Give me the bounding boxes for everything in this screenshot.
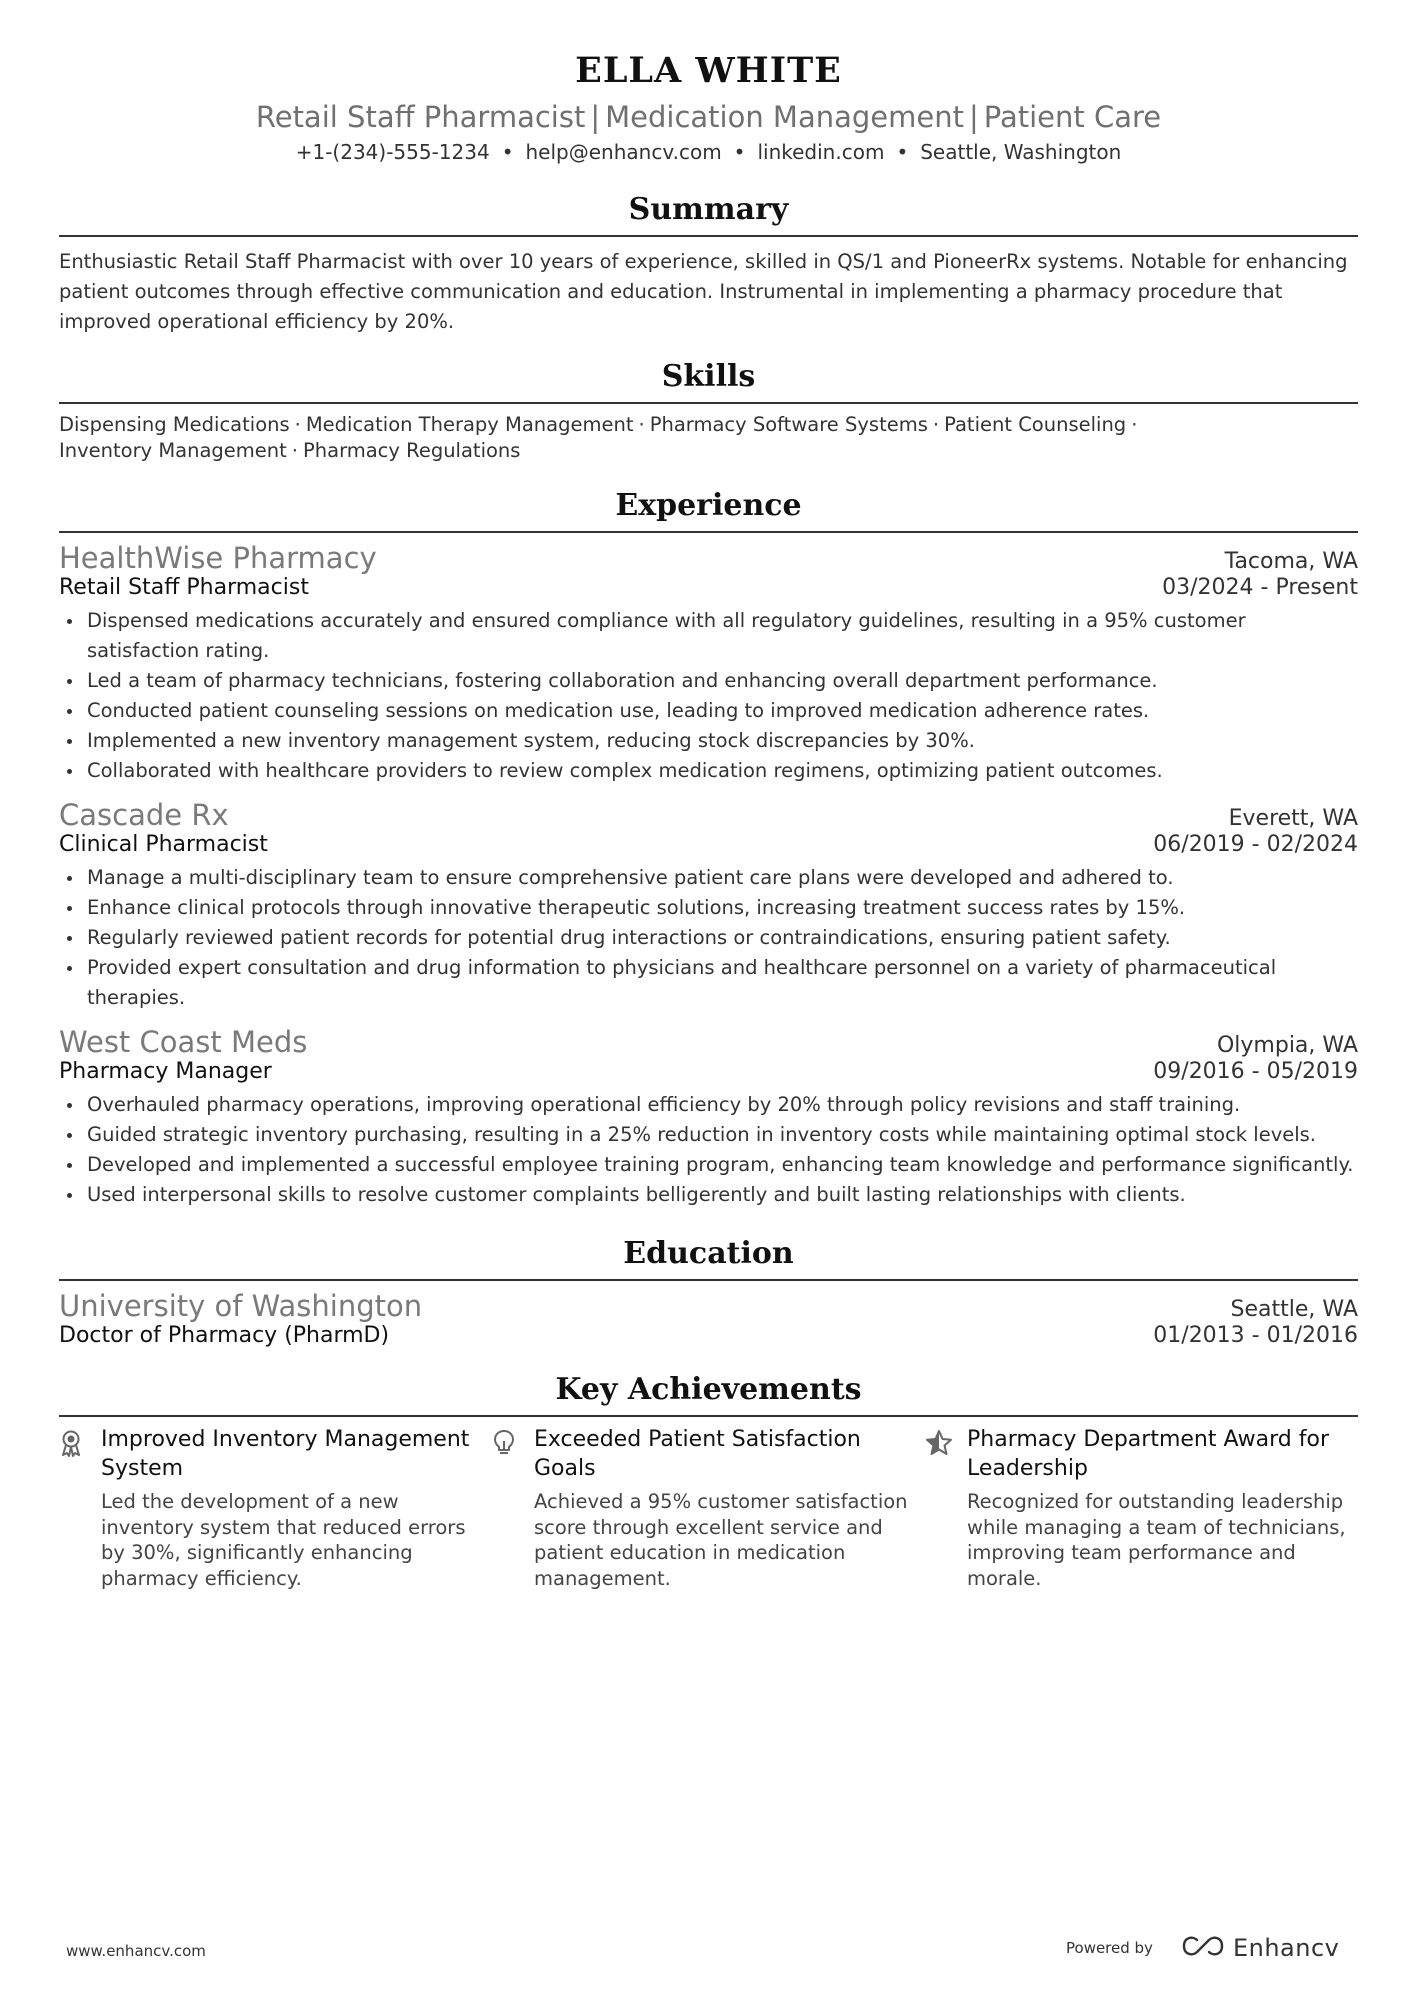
powered-by-label: Powered by [1066, 1939, 1153, 1957]
skill-item: Pharmacy Regulations [303, 439, 521, 462]
experience-section [59, 488, 1358, 1210]
education-dates: 01/2013 - 01/2016 [1153, 1323, 1358, 1348]
skill-separator: · [294, 413, 301, 436]
bullet-item: Guided strategic inventory purchasing, resulting in a 25% reduction in inventory costs while maintaining optimal stock levels. [87, 1120, 1358, 1150]
tagline-separator: | [968, 100, 979, 134]
contact-dot: • [501, 140, 514, 164]
achievement-item [59, 1425, 492, 1591]
achievement-title: Improved Inventory Management System [101, 1427, 470, 1481]
tagline-item: Patient Care [983, 100, 1162, 134]
skill-item: Inventory Management [59, 439, 287, 462]
section-title: Summary [59, 192, 1358, 237]
skill-item: Patient Counseling [944, 413, 1127, 436]
achievement-title: Pharmacy Department Award for Leadership [967, 1427, 1329, 1481]
tagline-item: Medication Management [605, 100, 964, 134]
job-entry [59, 541, 1358, 786]
bullet-item: Led a team of pharmacy technicians, fostering collaboration and enhancing overall department performance. [87, 666, 1358, 696]
star-icon [925, 1425, 967, 1591]
job-bullets [59, 606, 1358, 786]
bullet-item: Provided expert consultation and drug information to physicians and healthcare personnel on a variety of pharmaceutical therapies. [87, 953, 1358, 1013]
section-title: Experience [59, 488, 1358, 533]
linkedin-link[interactable]: linkedin.com [757, 140, 885, 164]
tagline-separator: | [590, 100, 601, 134]
skill-separator: · [638, 413, 645, 436]
skill-item: Dispensing Medications [59, 413, 290, 436]
bullet-item: Overhauled pharmacy operations, improving operational efficiency by 20% through policy revisions and staff training. [87, 1090, 1358, 1120]
summary-section [59, 192, 1358, 337]
summary-text: Enthusiastic Retail Staff Pharmacist with over 10 years of experience, skilled in QS/1 and PioneerRx systems. Notable for enhancing patient outcomes through effective communication and education. Instrumental in implementing a pharmacy procedure that improved operational efficiency by 20%. [59, 250, 1348, 333]
job-role: Clinical Pharmacist [59, 832, 268, 857]
bullet-item: Collaborated with healthcare providers to review complex medication regimens, optimizing patient outcomes. [87, 756, 1358, 786]
lightbulb-icon [492, 1425, 534, 1591]
achievement-title: Exceeded Patient Satisfaction Goals [534, 1427, 861, 1481]
skill-separator: · [291, 439, 298, 462]
achievement-description: Led the development of a new inventory system that reduced errors by 30%, significantly enhancing pharmacy efficiency. [101, 1490, 466, 1590]
job-entry [59, 798, 1358, 1013]
skill-item: Pharmacy Software Systems [649, 413, 928, 436]
degree: Doctor of Pharmacy (PharmD) [59, 1323, 390, 1348]
bullet-item: Conducted patient counseling sessions on medication use, leading to improved medication adherence rates. [87, 696, 1358, 726]
job-entry [59, 1025, 1358, 1210]
job-location: Olympia, WA [1216, 1033, 1358, 1058]
achievement-item [492, 1425, 925, 1591]
section-title: Key Achievements [59, 1372, 1358, 1417]
achievement-description: Achieved a 95% customer satisfaction score through excellent service and patient education in medication management. [534, 1490, 908, 1590]
resume-page [59, 0, 1358, 1591]
bullet-item: Implemented a new inventory management system, reducing stock discrepancies by 30%. [87, 726, 1358, 756]
education-section [59, 1236, 1358, 1348]
job-bullets [59, 863, 1358, 1013]
skills-section [59, 359, 1358, 464]
tagline [59, 100, 1358, 134]
school-name: University of Washington [59, 1289, 423, 1323]
bullet-item: Developed and implemented a successful employee training program, enhancing team knowledge and performance significantly. [87, 1150, 1358, 1180]
enhancv-logo-icon [1181, 1935, 1225, 1961]
company-name: West Coast Meds [59, 1025, 308, 1059]
contact-dot: • [896, 140, 909, 164]
section-title: Education [59, 1236, 1358, 1281]
job-bullets [59, 1090, 1358, 1210]
achievement-item [925, 1425, 1358, 1591]
candidate-name: ELLA WHITE [575, 50, 842, 91]
contact-dot: • [733, 140, 746, 164]
footer-branding [1066, 1934, 1339, 1962]
phone[interactable]: +1-(234)-555-1234 [295, 140, 490, 164]
education-entry [59, 1289, 1358, 1348]
skill-item: Medication Therapy Management [305, 413, 634, 436]
job-dates: 09/2016 - 05/2019 [1153, 1059, 1358, 1084]
achievements-grid [59, 1425, 1358, 1591]
bullet-item: Dispensed medications accurately and ensured compliance with all regulatory guidelines, resulting in a 95% customer satisfaction rating. [87, 606, 1358, 666]
skill-separator: · [1131, 413, 1138, 436]
job-role: Retail Staff Pharmacist [59, 575, 309, 600]
bullet-item: Manage a multi-disciplinary team to ensure comprehensive patient care plans were developed and adhered to. [87, 863, 1358, 893]
award-ribbon-icon [59, 1425, 101, 1591]
achievement-description: Recognized for outstanding leadership while managing a team of technicians, improving team performance and morale. [967, 1490, 1346, 1590]
company-name: Cascade Rx [59, 798, 229, 832]
company-name: HealthWise Pharmacy [59, 541, 377, 575]
email-link[interactable]: help@enhancv.com [525, 140, 722, 164]
job-dates: 06/2019 - 02/2024 [1153, 832, 1358, 857]
achievements-section [59, 1372, 1358, 1591]
footer-website-link[interactable]: www.enhancv.com [66, 1942, 206, 1960]
job-dates: 03/2024 - Present [1162, 575, 1358, 600]
brand-name: Enhancv [1232, 1934, 1340, 1962]
school-location: Seattle, WA [1230, 1297, 1358, 1322]
job-location: Tacoma, WA [1224, 549, 1358, 574]
job-location: Everett, WA [1228, 806, 1358, 831]
bullet-item: Regularly reviewed patient records for potential drug interactions or contraindications, ensuring patient safety. [87, 923, 1358, 953]
skills-list [59, 412, 1209, 464]
tagline-item: Retail Staff Pharmacist [255, 100, 586, 134]
job-role: Pharmacy Manager [59, 1059, 272, 1084]
section-title: Skills [59, 359, 1358, 404]
bullet-item: Enhance clinical protocols through innovative therapeutic solutions, increasing treatment success rates by 15%. [87, 893, 1358, 923]
bullet-item: Used interpersonal skills to resolve customer complaints belligerently and built lasting relationships with clients. [87, 1180, 1358, 1210]
location: Seattle, Washington [920, 140, 1122, 164]
contact-line [59, 140, 1358, 164]
skill-separator: · [932, 413, 940, 436]
